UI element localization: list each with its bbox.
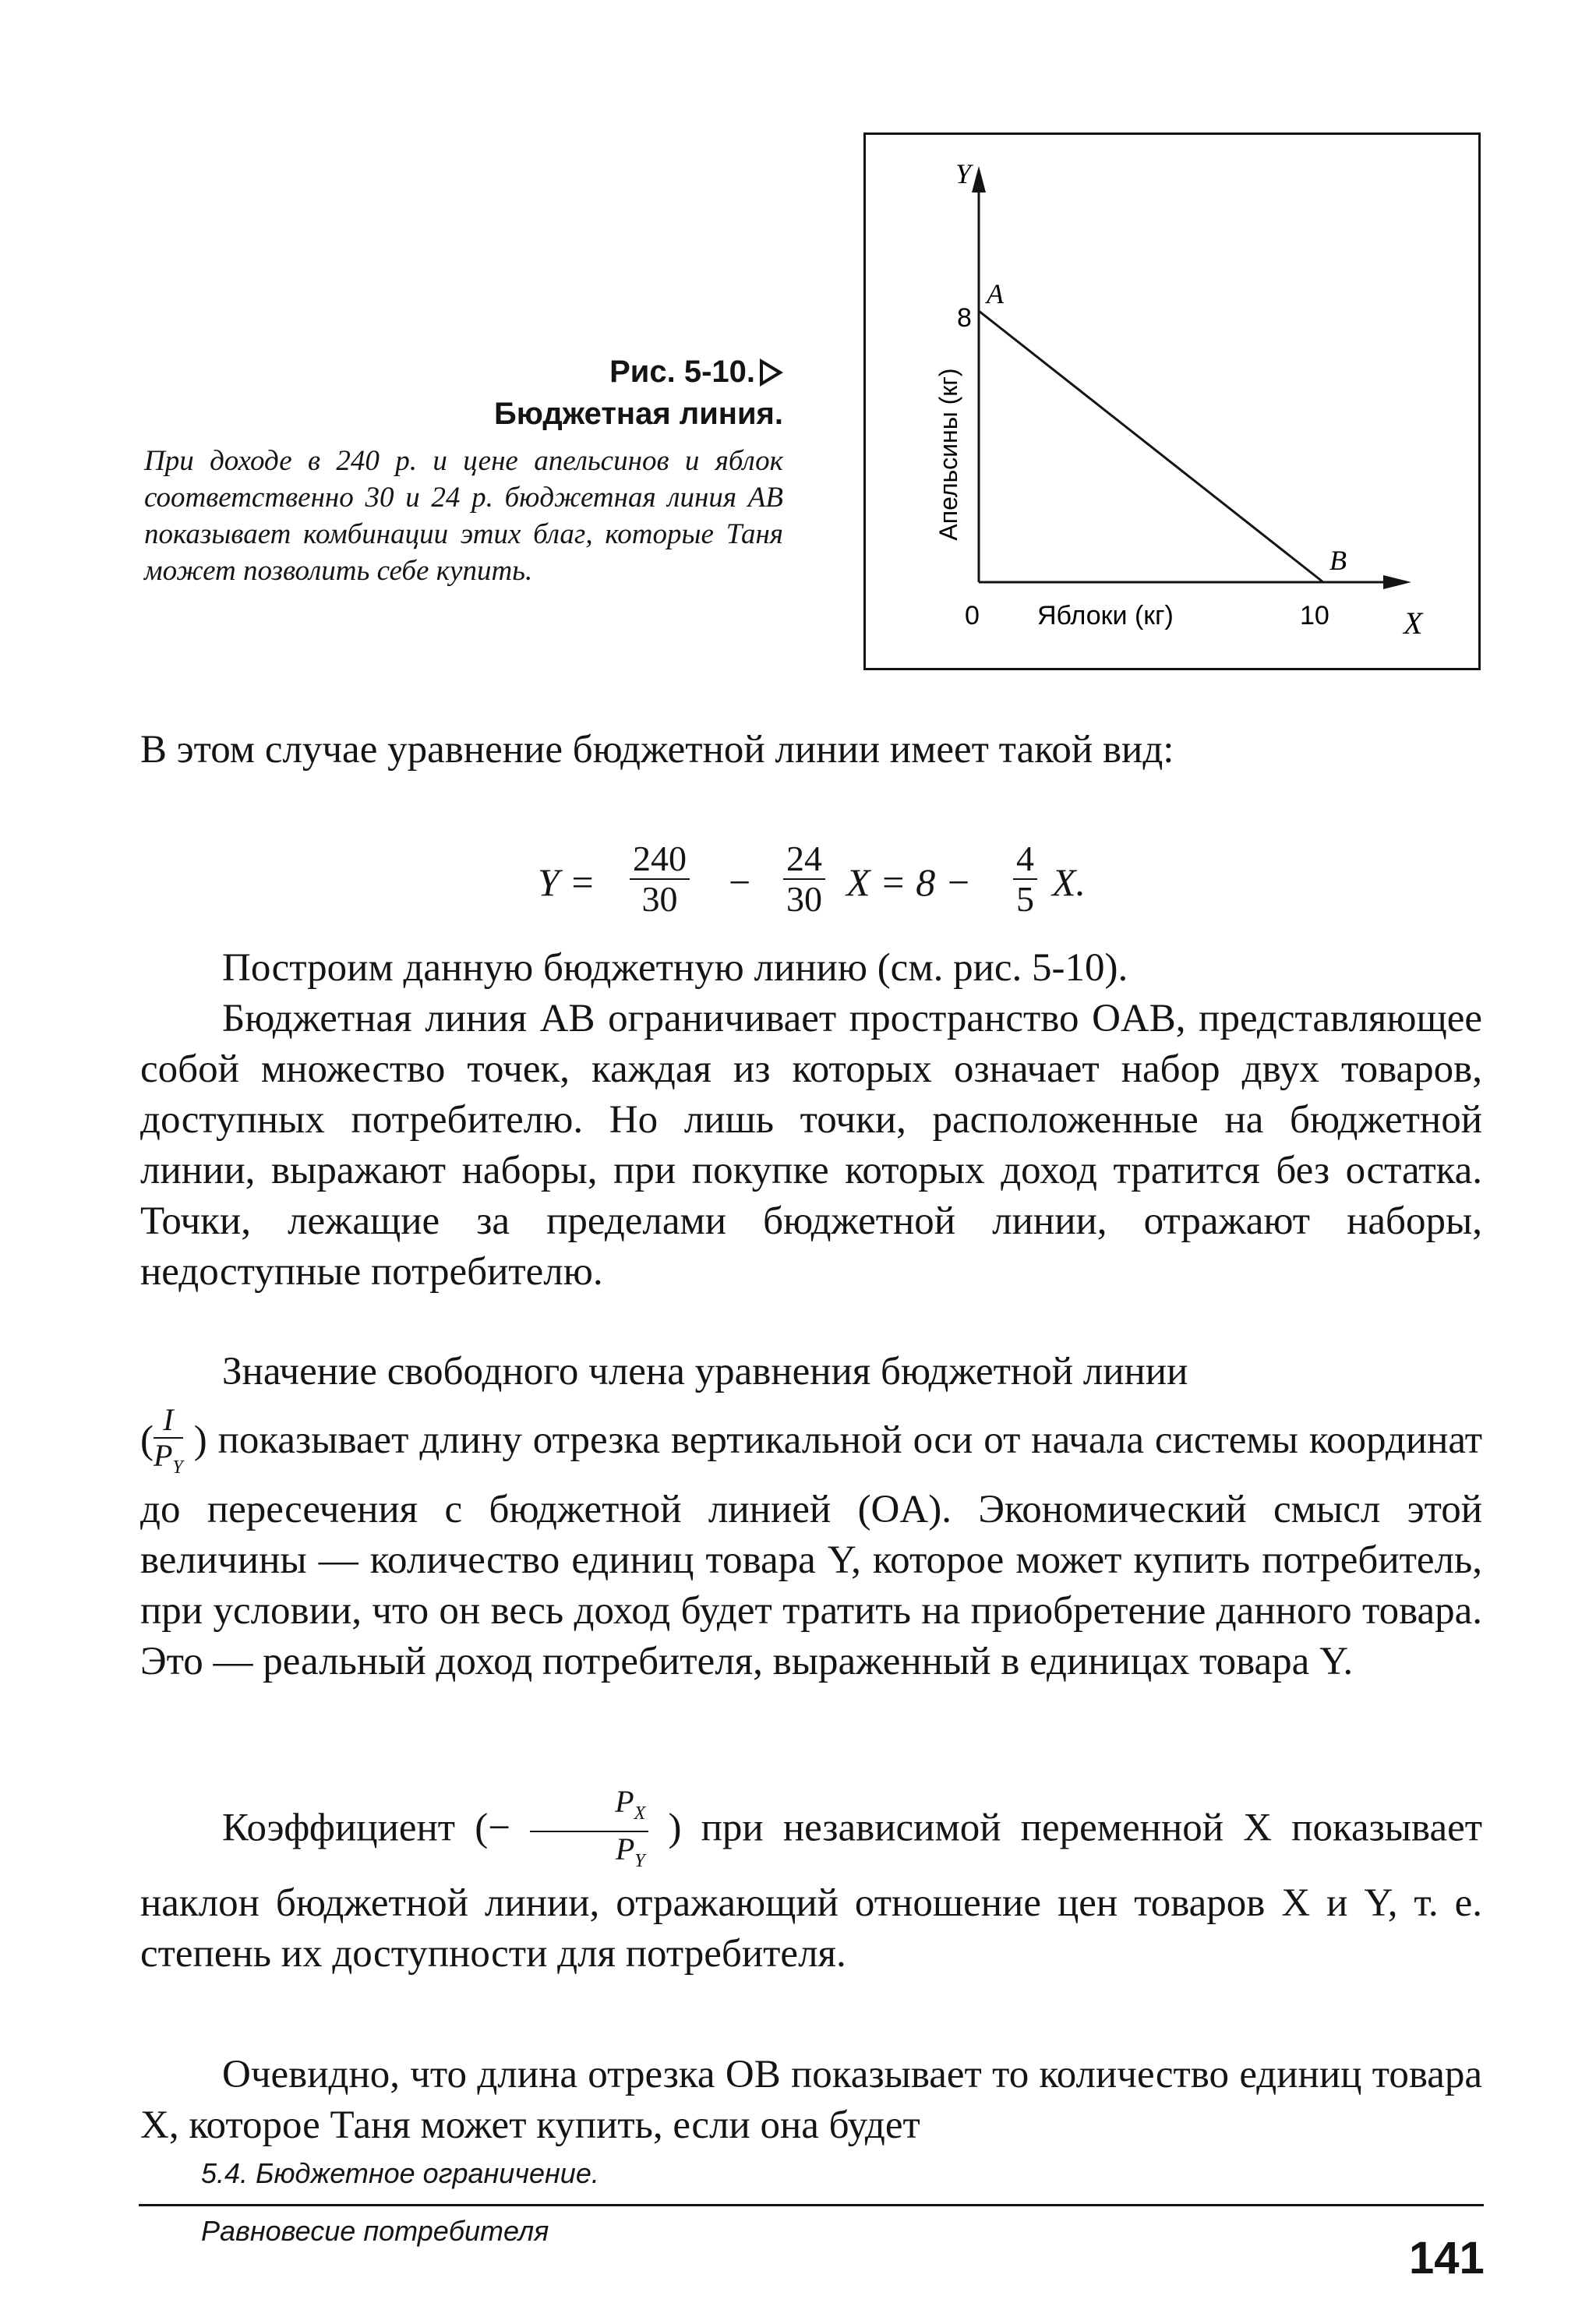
slope-fraction <box>530 1785 648 1878</box>
formula-fraction-3-num: 4 <box>1013 839 1037 880</box>
y-tick-label: 8 <box>957 303 972 333</box>
formula-fraction-1-den: 30 <box>641 879 678 919</box>
intercept-den-subscript: Y <box>172 1457 183 1478</box>
formula-fraction-2-den: 30 <box>786 879 822 919</box>
formula-lhs: Y = <box>538 860 596 904</box>
paragraph-intercept-title: Значение свободного члена уравнения бюджетной линии <box>222 1350 1188 1393</box>
x-tick-label: 10 <box>1300 601 1329 630</box>
intercept-fraction-num: I <box>154 1403 183 1439</box>
figure-caption <box>144 351 783 589</box>
budget-equation <box>538 830 1161 931</box>
slope-fraction-den <box>530 1832 648 1878</box>
paragraph-budget-space: Бюджетная линия AB ограничивает пространство OAB, представляющее собой множество точек, каждая из которых означает набор двух товаров, доступных потребителю. Но лишь точки, расположенные на бюджетной линии, выражают наборы, при покупке которых доход тратится без остатка. Точки, лежащие за пределами бюджетной линии, отражают наборы, недоступные потребителю. <box>140 997 1482 1294</box>
y-axis-arrow <box>972 166 986 192</box>
footer-chapter: Равновесие потребителя <box>201 2215 549 2247</box>
formula-end: X. <box>1052 860 1086 904</box>
y-axis-label: Апельсины (кг) <box>934 368 962 541</box>
slope-den-symbol: P <box>615 1831 635 1867</box>
formula-minus: − <box>729 860 751 904</box>
slope-num-symbol: P <box>615 1784 634 1819</box>
x-axis-arrow <box>1383 575 1411 589</box>
paragraph-ob: Очевидно, что длина отрезка OB показывает то количество единиц товара X, которое Таня может купить, если она будет <box>140 2053 1482 2147</box>
paragraph-coefficient <box>140 1785 1482 1980</box>
footer-section: 5.4. Бюджетное ограничение. <box>201 2157 599 2189</box>
figure-caption-text: При доходе в 240 р. и цене апельсинов и яблок соответственно 30 и 24 р. бюджетная линия АВ показывает комбинации этих благ, которые Таня может позволить себе купить. <box>144 445 783 587</box>
formula-middle: X = 8 − <box>846 860 972 904</box>
formula-fraction-2-num: 24 <box>783 839 825 880</box>
page-number: 141 <box>1409 2233 1485 2283</box>
formula-fraction-1 <box>630 839 690 919</box>
point-A-label: A <box>987 278 1004 309</box>
coefficient-text: ) при независимой переменной X показывает наклон бюджетной линии, отражающий отношение цен товаров X и Y, т. е. степень их доступности для потребителя. <box>140 1806 1483 1976</box>
paragraph-intro: В этом случае уравнение бюджетной линии имеет такой вид: <box>140 728 1174 772</box>
x-axis-label: Яблоки (кг) <box>1037 601 1174 630</box>
y-axis-name: Y <box>955 158 972 189</box>
slope-fraction-num <box>530 1785 648 1832</box>
figure-caption-subtitle: Бюджетная линия. <box>494 397 783 431</box>
formula-fraction-3-den: 5 <box>1016 879 1034 919</box>
figure-budget-line <box>863 132 1481 670</box>
slope-den-subscript: Y <box>634 1851 645 1871</box>
coefficient-start: Коэффициент (− <box>222 1806 510 1850</box>
formula-fraction-1-num: 240 <box>630 839 690 880</box>
triangle-pointer-icon <box>760 358 783 387</box>
intercept-den-symbol: P <box>153 1438 173 1473</box>
budget-line-AB <box>979 311 1323 582</box>
footer-divider <box>139 2204 1484 2206</box>
figure-caption-title: Рис. 5-10. <box>144 351 783 393</box>
intercept-fraction <box>154 1403 183 1485</box>
slope-num-subscript: X <box>634 1803 646 1824</box>
x-axis-name: X <box>1404 606 1423 641</box>
paragraph-intercept: ( $\frac{I}{P_Y}$ ) показывает длину отрезка вертикальной оси от начала системы координат до пересечения с бюджетной линией (OA). Экономический смысл этой величины — количество единиц товара Y, которое может купить потребитель, при условии, что он весь доход будет тратить на приобретение данного товара. Это — реальный доход потребителя, выраженный в единицах товара Y. <box>140 1402 1483 1683</box>
intercept-text: ) показывает длину отрезка вертикальной оси от начала системы координат до пересечения с бюджетной линией (OA). Экономический смысл этой величины — количество единиц товара Y, которое может купить потребитель, при условии, что он весь доход будет тратить на приобретение данного товара. Это — реальный доход потребителя, выраженный в единицах товара Y. <box>140 1418 1483 1683</box>
budget-line-chart <box>866 135 1483 673</box>
origin-label: 0 <box>965 601 980 630</box>
formula-fraction-3 <box>1013 839 1037 919</box>
point-B-label: B <box>1329 545 1347 576</box>
formula-fraction-2 <box>783 839 825 919</box>
paragraph-build: Построим данную бюджетную линию (см. рис. 5-10). <box>222 946 1128 990</box>
intercept-fraction-den <box>154 1439 183 1485</box>
